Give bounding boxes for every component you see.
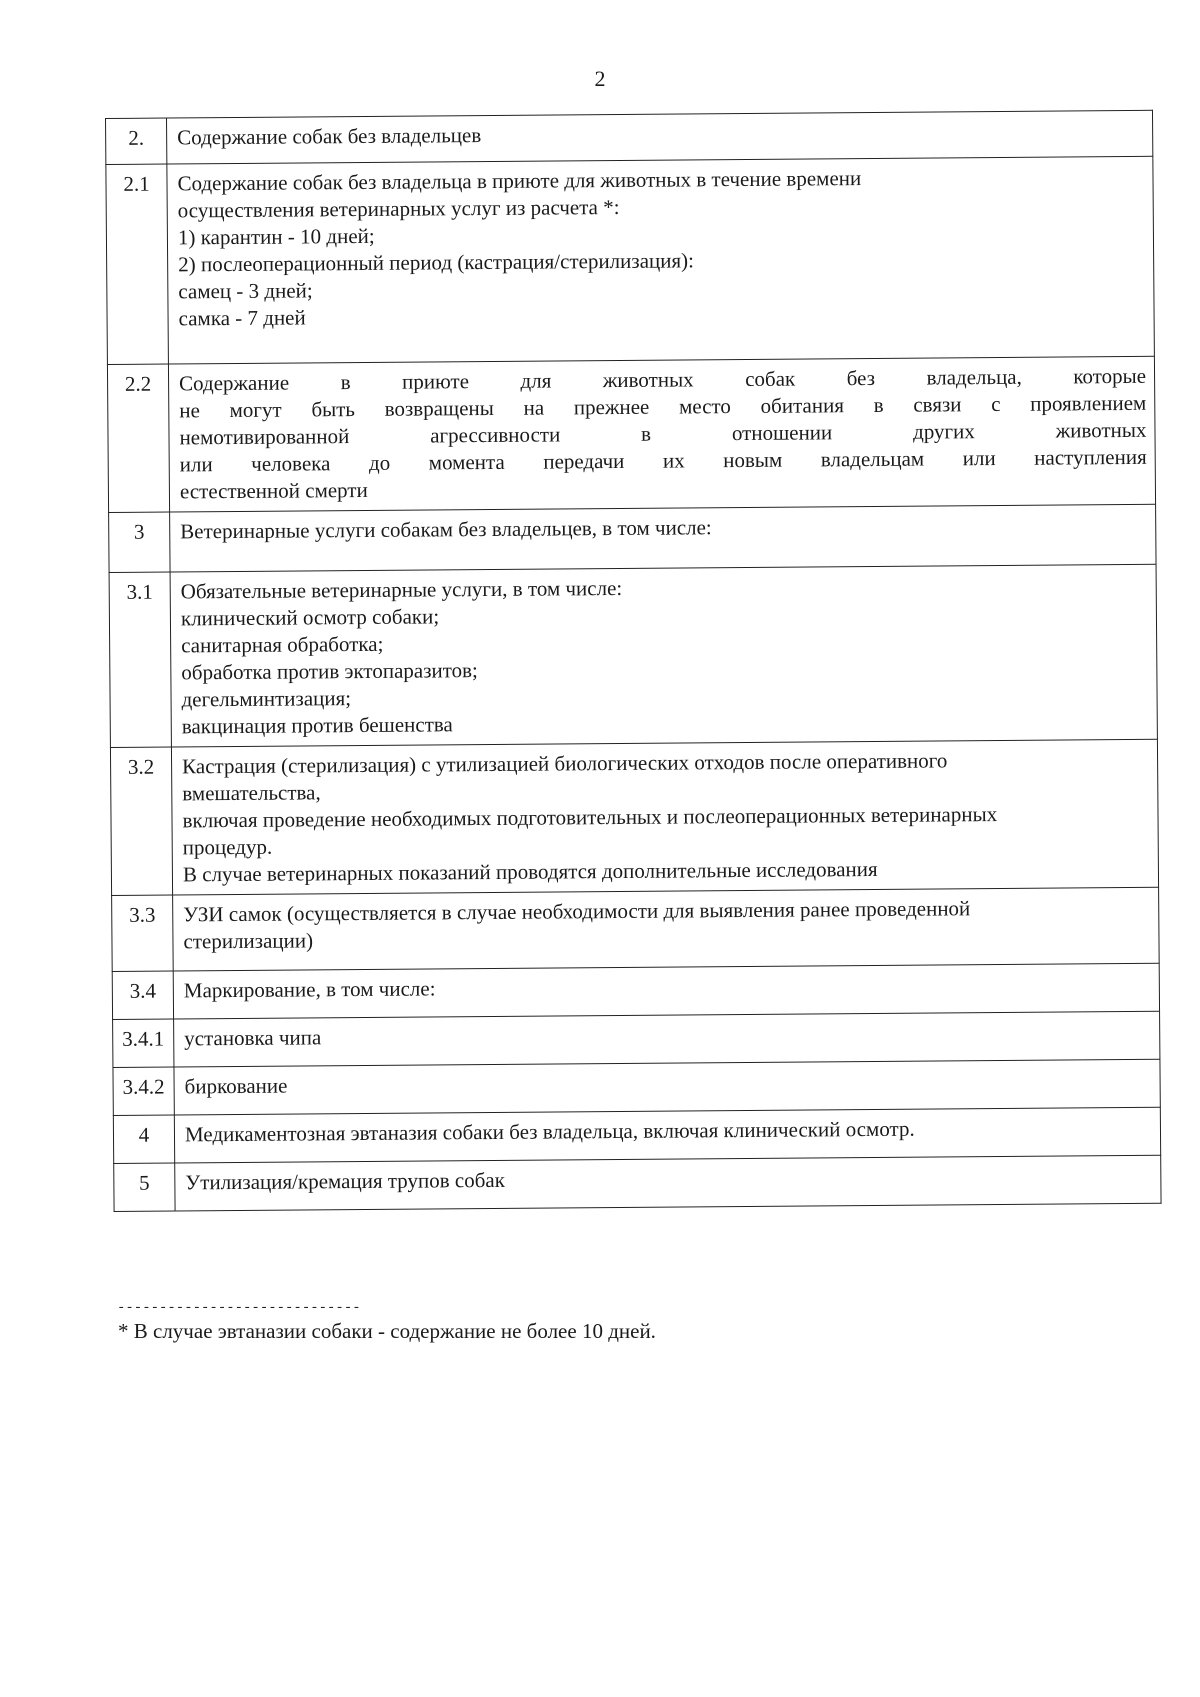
description-line: клинический осмотр собаки; [180, 604, 440, 631]
description-line: Медикаментозная эвтаназия собаки без владельца, включая клинический осмотр. [184, 1116, 915, 1147]
description-line: Содержание в приюте для животных собак без владельца, которые [178, 363, 1147, 396]
description-line: Содержание собак без владельца в приюте для животных в течение времени [177, 166, 862, 196]
description-line: установка чипа [184, 1025, 322, 1051]
description-line: обработка против эктопаразитов; [181, 658, 478, 685]
footnote: * В случае эвтаназии собаки - содержание не более 10 дней. [118, 1319, 656, 1343]
description-line: Содержание собак без владельцев [177, 123, 482, 150]
description-line: биркование [184, 1073, 288, 1099]
description-line: процедур. [182, 834, 273, 860]
row-number: 4 [113, 1115, 174, 1163]
row-description [167, 110, 1153, 164]
row-number: 3.4 [112, 971, 173, 1019]
row-number: 3.3 [112, 895, 174, 971]
table-row [106, 110, 1153, 164]
row-number: 2.2 [107, 364, 169, 512]
row-number: 2.1 [106, 164, 169, 364]
table-row [107, 356, 1155, 512]
row-number: 3.2 [110, 747, 172, 895]
table-row [113, 1059, 1160, 1115]
page-number: 2 [594, 66, 606, 91]
description-line: УЗИ самок (осуществляется в случае необходимости для выявления ранее проведенной [183, 896, 971, 927]
row-description [175, 1155, 1161, 1211]
row-number: 3.4.1 [113, 1019, 174, 1067]
description-line: вакцинация против бешенства [181, 712, 453, 739]
description-line: Обязательные ветеринарные услуги, в том числе: [180, 575, 623, 604]
table-row [112, 887, 1160, 971]
description-line: самка - 7 дней [178, 305, 306, 331]
table-row [112, 963, 1159, 1019]
row-description [170, 564, 1157, 747]
description-line: осуществления ветеринарных услуг из расчета *: [177, 194, 620, 223]
row-number: 3 [109, 512, 170, 572]
table-row [109, 504, 1156, 572]
description-line: 1) карантин - 10 дней; [177, 223, 375, 250]
description-line: В случае ветеринарных показаний проводятся дополнительные исследования [182, 856, 878, 887]
description-line: санитарная обработка; [181, 631, 384, 658]
row-description [173, 963, 1159, 1019]
row-description [170, 504, 1156, 572]
description-line: или человека до момента передачи их новым владельцам или наступления [179, 444, 1147, 477]
row-description [174, 1107, 1160, 1163]
description-line: немотивированной агрессивности в отношении других животных [179, 417, 1147, 450]
description-line: 2) послеоперационный период (кастрация/стерилизация): [178, 248, 695, 277]
description-line: стерилизации) [183, 928, 314, 954]
table-row [109, 564, 1157, 747]
row-description [174, 1059, 1160, 1115]
row-description [168, 356, 1155, 512]
description-line: вмешательства, [182, 780, 321, 806]
row-description [167, 156, 1155, 364]
row-number: 5 [114, 1163, 175, 1211]
services-table [105, 110, 1162, 1212]
table-row [110, 739, 1158, 895]
description-line: самец - 3 дней; [178, 278, 313, 304]
description-line: Утилизация/кремация трупов собак [185, 1167, 506, 1195]
description-line: Маркирование, в том числе: [183, 976, 436, 1003]
footnote-divider: ----------------------------- [117, 1300, 361, 1316]
row-description [173, 887, 1160, 971]
row-number: 2. [106, 118, 167, 164]
description-line: не могут быть возвращены на прежнее место обитания в связи с проявлением [179, 390, 1147, 423]
table-row [106, 156, 1155, 364]
row-description [171, 739, 1158, 895]
row-number: 3.4.2 [113, 1067, 174, 1115]
description-line: дегельминтизация; [181, 686, 352, 712]
row-number: 3.1 [109, 572, 171, 747]
description-line: включая проведение необходимых подготовительных и послеоперационных ветеринарных [182, 802, 998, 833]
description-line: Ветеринарные услуги собакам без владельцев, в том числе: [180, 515, 712, 544]
table-row [113, 1107, 1160, 1163]
row-description [174, 1011, 1160, 1067]
table-row [114, 1155, 1161, 1211]
description-line: Кастрация (стерилизация) с утилизацией биологических отходов после оперативного [182, 748, 948, 779]
description-line: естественной смерти [179, 477, 368, 504]
table-row [113, 1011, 1160, 1067]
